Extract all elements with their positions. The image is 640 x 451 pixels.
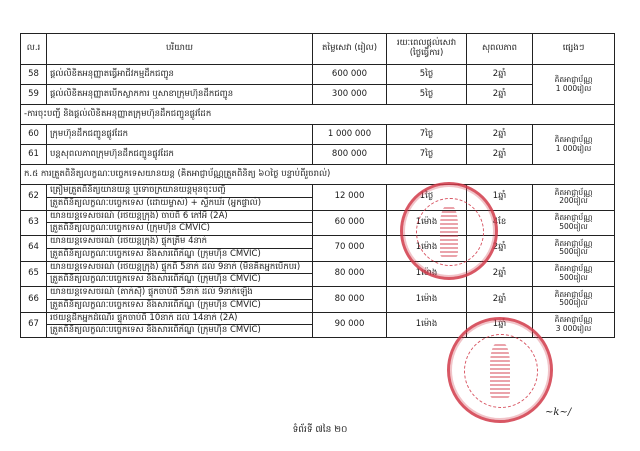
row-time: 1ថ្ងៃ: [387, 185, 467, 211]
row-no: 65: [21, 261, 47, 287]
table-row: [21, 185, 615, 211]
row-price: 80 000: [313, 287, 387, 313]
row-validity: 2ឆ្នាំ: [467, 65, 533, 85]
row-price: 300 000: [313, 85, 387, 105]
row-note: [533, 185, 615, 211]
row-note: [533, 312, 615, 338]
table-row: [21, 145, 615, 165]
page-number: ទំព័រទី ៧នៃ ២០: [292, 425, 348, 435]
row-no: 60: [21, 125, 47, 145]
row-time: 7ថ្ងៃ: [387, 145, 467, 165]
seal-emblem: [490, 342, 510, 398]
row-note: [533, 65, 615, 105]
table-row: [21, 287, 615, 313]
fee-table: [20, 33, 615, 338]
row-validity: 2ឆ្នាំ: [467, 145, 533, 165]
note-label: គិតអាជ្ញាប័ណ្ណ: [554, 238, 593, 248]
row-description: ក្រុមហ៊ុនដឹកជញ្ជូនផ្លូវដែក: [47, 125, 313, 145]
row-description: បន្តសុពលភាពក្រុមហ៊ុនដឹកជញ្ជូនផ្លូវដែក: [47, 145, 313, 165]
row-price: 12 000: [313, 185, 387, 211]
note-label: គិតអាជ្ញាប័ណ្ណ: [554, 264, 593, 274]
row-description: [47, 312, 313, 338]
note-label: គិតអាជ្ញាប័ណ្ណ: [554, 289, 593, 299]
table-row: [21, 210, 615, 236]
official-seal-stamp: [447, 317, 553, 423]
row-description: ផ្តល់លិខិតអនុញ្ញាតធ្វើអាជីវកម្មដឹកជញ្ជូន: [47, 65, 313, 85]
table-row: [21, 236, 615, 262]
row-no: 61: [21, 145, 47, 165]
row-time: 1ម៉ោង: [387, 210, 467, 236]
note-amount: 1 000រៀល: [555, 143, 592, 153]
official-seal-stamp: [400, 182, 498, 280]
row-description: [47, 261, 313, 287]
section-title: -ការចុះបញ្ជី និងផ្តល់លិខិតអនុញ្ញាតក្រុមហ៊ុនដឹកជញ្ជូនផ្លូវដែក: [21, 105, 615, 125]
row-description-line2: ត្រួតពិនិត្យលក្ខណៈបច្ចេកទេស និងសារពើភ័ណ្ឌ (ក្រុមហ៊ុន CMVIC): [50, 274, 261, 285]
table-body: [21, 65, 615, 338]
section-row: [21, 105, 615, 125]
row-price: 800 000: [313, 145, 387, 165]
handwritten-signature: ~k~/: [545, 407, 572, 418]
row-description-line2: ត្រួតពិនិត្យលក្ខណៈបច្ចេកទេស (ដោយម្ចាស់) + ស្ទីកឃ័រ (អ្នកផ្ទាល់): [50, 197, 262, 208]
row-description: ផ្តល់លិខិតអនុញ្ញាតបើកស្លាកការ ឬសាខាក្រុមហ៊ុនដឹកជញ្ជូន: [47, 85, 313, 105]
header-validity: សុពលភាព: [467, 34, 533, 65]
row-description-line2: ត្រួតពិនិត្យលក្ខណៈបច្ចេកទេស និងសារពើភ័ណ្ឌ (ក្រុមហ៊ុន CMVIC): [50, 325, 261, 336]
note-amount: 200រៀល: [559, 196, 588, 206]
row-validity: 2ឆ្នាំ: [467, 236, 533, 262]
table-row: [21, 85, 615, 105]
row-description-line2: ត្រួតពិនិត្យលក្ខណៈបច្ចេកទេស និងសារពើភ័ណ្ឌ (ក្រុមហ៊ុន CMVIC): [50, 299, 261, 310]
row-validity: 2ឆ្នាំ: [467, 125, 533, 145]
row-time: 7ថ្ងៃ: [387, 125, 467, 145]
row-validity: 2ឆ្នាំ: [467, 261, 533, 287]
row-no: 62: [21, 185, 47, 211]
row-price: 90 000: [313, 312, 387, 338]
row-time: 1ម៉ោង: [387, 261, 467, 287]
row-time: 1ម៉ោង: [387, 287, 467, 313]
row-validity: 1ឆ្នាំ: [467, 312, 533, 338]
row-description: [47, 210, 313, 236]
row-note: [533, 261, 615, 287]
section-title: ក.៥ ការត្រួតពិនិត្យលក្ខណៈបច្ចេកទេសយានយន្ត (គិតអាជ្ញាប័ណ្ណត្រួតពិនិត្យ ៦០ថ្ងៃ បន្ទាប់ពីរួចរាល់): [21, 165, 615, 185]
row-no: 63: [21, 210, 47, 236]
header-price: តម្លៃសេវា (រៀល): [313, 34, 387, 65]
row-validity: 2ឆ្នាំ: [467, 85, 533, 105]
table-row: [21, 125, 615, 145]
row-description-line1: រថយន្តដឹកអ្នកដំណើរ ផ្ទុកចាប់ពី 10នាក់ ដល់ 14នាក់ (2A): [47, 314, 312, 326]
row-note: [533, 236, 615, 262]
row-note: [533, 287, 615, 313]
note-amount: 500រៀល: [559, 221, 588, 231]
header-time: រយៈពេលផ្តល់សេវា (ថ្ងៃធ្វើការ): [387, 34, 467, 65]
note-label: គិតអាជ្ញាប័ណ្ណ: [554, 315, 593, 325]
note-amount: 500រៀល: [559, 247, 588, 257]
row-note: [533, 210, 615, 236]
row-note: [533, 125, 615, 165]
seal-emblem: [440, 205, 458, 257]
row-time: 1ម៉ោង: [387, 312, 467, 338]
row-no: 66: [21, 287, 47, 313]
row-time: 5ថ្ងៃ: [387, 65, 467, 85]
row-no: 59: [21, 85, 47, 105]
header-description: បរិយាយ: [47, 34, 313, 65]
note-amount: 3 000រៀល: [555, 323, 592, 333]
row-description-line1: យានយន្តទេសចរណ៍ (រថយន្តក្រុង) ផ្ទុកពី 5នាក់ ដល់ 9នាក់ (មិនគិតអ្នកបើកបរ): [47, 263, 312, 275]
note-amount: 1 000រៀល: [555, 83, 592, 93]
row-description-line1: យានយន្តទេសចរណ៍ (រថយន្តក្រុង) ផ្ទុកត្រឹម 4នាក់: [47, 237, 312, 249]
row-validity: 1ឆ្នាំ: [467, 185, 533, 211]
row-price: 70 000: [313, 236, 387, 262]
header-no: ល.រ: [21, 34, 47, 65]
row-time: 5ថ្ងៃ: [387, 85, 467, 105]
note-label: គិតអាជ្ញាប័ណ្ណ: [554, 213, 593, 223]
row-description: [47, 236, 313, 262]
row-description: [47, 287, 313, 313]
header-note: ផ្សេងៗ: [533, 34, 615, 65]
row-price: 80 000: [313, 261, 387, 287]
row-time: 1ម៉ោង: [387, 236, 467, 262]
row-description: [47, 185, 313, 211]
note-label: គិតអាជ្ញាប័ណ្ណ: [554, 187, 593, 197]
row-validity: 2ឆ្នាំ: [467, 287, 533, 313]
note-amount: 500រៀល: [559, 298, 588, 308]
row-no: 64: [21, 236, 47, 262]
row-price: 60 000: [313, 210, 387, 236]
table-row: [21, 65, 615, 85]
row-description-line2: ត្រួតពិនិត្យលក្ខណៈបច្ចេកទេស និងសារពើភ័ណ្ឌ (ក្រុមហ៊ុន CMVIC): [50, 248, 261, 259]
row-description-line1: ត្រៀមត្រួតពិនិត្យយានយន្ត ឬទោចក្រយានយន្តមុនចុះបញ្ជី: [47, 186, 312, 198]
section-row: [21, 165, 615, 185]
note-amount: 500រៀល: [559, 272, 588, 282]
row-description-line1: យានយន្តទេសចរណ៍ (រថយន្តក្រុង) ចាប់ពី 6 កៅអី (2A): [47, 212, 312, 224]
row-description-line1: យានយន្តទេសចរណ៍ (តាក់ស៊ី) ផ្ទុកចាប់ពី 5នាក់ ដល់ 9នាក់ឡើង: [47, 288, 312, 300]
table-header-row: [21, 34, 615, 65]
row-no: 67: [21, 312, 47, 338]
table-row: [21, 261, 615, 287]
row-description-line2: ត្រួតពិនិត្យលក្ខណៈបច្ចេកទេស (ក្រុមហ៊ុន CMVIC): [50, 223, 210, 234]
row-price: 600 000: [313, 65, 387, 85]
row-validity: 4ខែ: [467, 210, 533, 236]
note-label: គិតអាជ្ញាប័ណ្ណ: [554, 134, 593, 144]
note-label: គិតអាជ្ញាប័ណ្ណ: [554, 74, 593, 84]
row-no: 58: [21, 65, 47, 85]
row-price: 1 000 000: [313, 125, 387, 145]
